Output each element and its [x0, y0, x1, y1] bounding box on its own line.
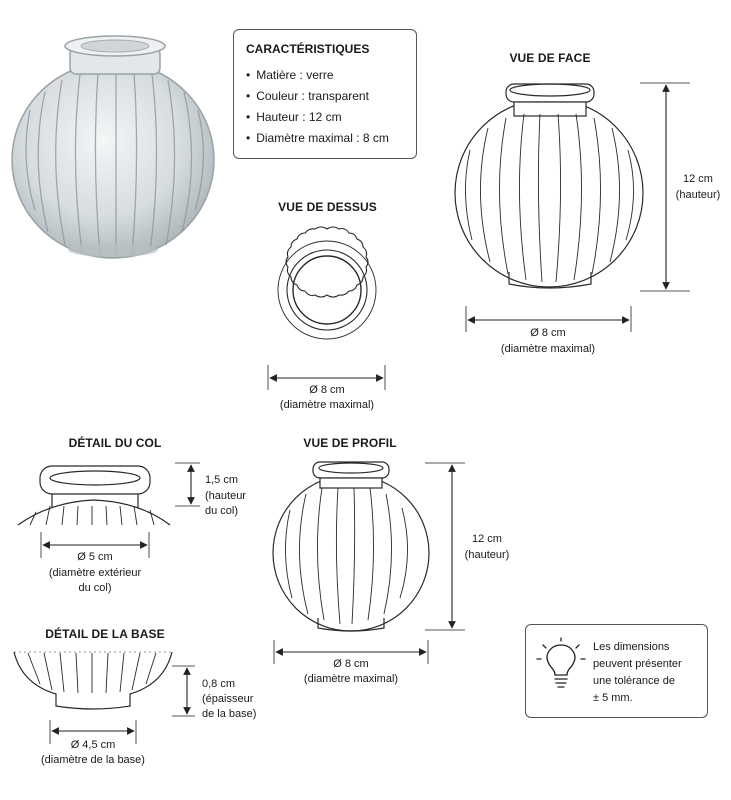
profile-view-drawing [273, 462, 429, 631]
spec-material: • Matière : verre [246, 65, 404, 86]
base-width-label: (diamètre de la base) [41, 754, 145, 766]
profile-view-title: VUE DE PROFIL [303, 436, 397, 450]
top-view-drawing [278, 227, 376, 339]
spec-diameter: • Diamètre maximal : 8 cm [246, 128, 404, 149]
front-width-value: Ø 8 cm [530, 327, 566, 339]
front-height-value: 12 cm [683, 173, 713, 185]
base-height-label-1: (épaisseur [202, 693, 254, 705]
neck-height-label-1: (hauteur [205, 490, 246, 502]
base-width-value: Ø 4,5 cm [70, 739, 116, 751]
neck-height-value: 1,5 cm [205, 474, 239, 486]
tolerance-note-box [525, 624, 708, 718]
lightbulb-icon [536, 637, 586, 697]
base-detail-drawing [14, 652, 172, 709]
note-line-3: une tolérance de [593, 675, 675, 687]
front-width-label: (diamètre maximal) [500, 343, 596, 355]
profile-width-label: (diamètre maximal) [303, 673, 399, 685]
profile-height-value: 12 cm [472, 533, 502, 545]
specs-list [246, 65, 404, 149]
front-view-title: VUE DE FACE [509, 51, 591, 65]
base-height-label-2: de la base) [202, 708, 257, 720]
neck-height-label-2: du col) [205, 505, 239, 517]
neck-detail-drawing [18, 466, 170, 525]
profile-height-label: (hauteur) [464, 549, 510, 561]
note-line-2: peuvent présenter [593, 658, 682, 670]
note-line-1: Les dimensions [593, 641, 670, 653]
neck-detail-title: DÉTAIL DU COL [68, 436, 162, 450]
neck-width-label-2: du col) [78, 582, 112, 594]
note-line-4: ± 5 mm. [593, 692, 633, 704]
base-detail-title: DÉTAIL DE LA BASE [45, 627, 165, 641]
top-width-label: (diamètre maximal) [279, 399, 375, 411]
neck-width-value: Ø 5 cm [77, 551, 113, 563]
front-view-drawing [455, 84, 643, 288]
specs-title: CARACTÉRISTIQUES [246, 42, 370, 56]
specs-box [233, 29, 417, 159]
profile-width-value: Ø 8 cm [333, 658, 369, 670]
tolerance-note-text [593, 639, 703, 707]
top-width-value: Ø 8 cm [309, 384, 345, 396]
front-height-label: (hauteur) [675, 189, 721, 201]
spec-color: • Couleur : transparent [246, 86, 404, 107]
base-height-value: 0,8 cm [202, 678, 236, 690]
top-view-title: VUE DE DESSUS [278, 200, 377, 214]
neck-width-label-1: (diamètre extérieur [48, 567, 142, 579]
vase-photo [12, 36, 214, 258]
spec-height: • Hauteur : 12 cm [246, 107, 404, 128]
